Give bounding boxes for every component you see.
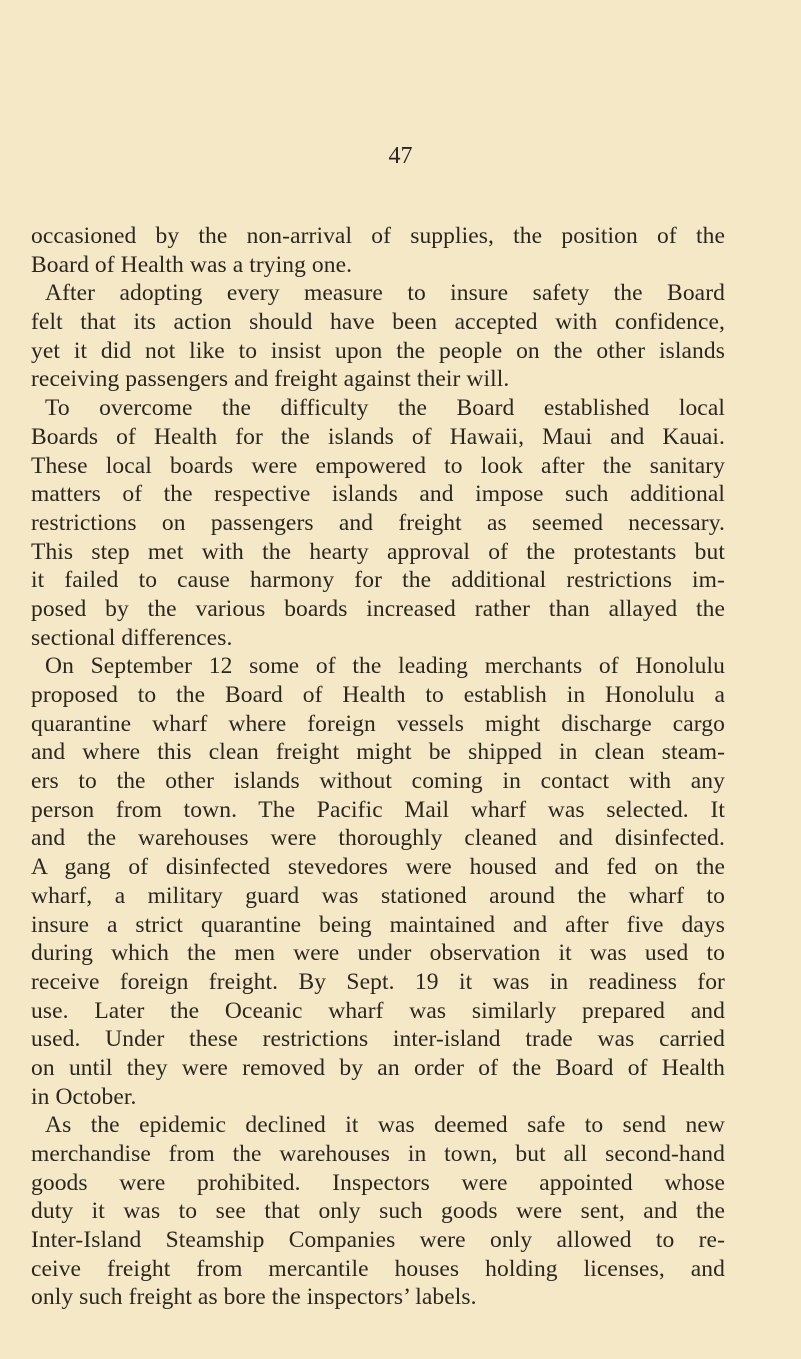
body-text: [31, 222, 725, 1312]
text-line: use. Later the Oceanic wharf was similarly prepared and: [31, 997, 725, 1024]
text-line: On September 12 some of the leading merchants of Honolulu: [45, 653, 725, 680]
text-line: sectional differences.: [31, 624, 233, 651]
text-line: and the warehouses were thoroughly cleaned and disinfected.: [31, 825, 725, 852]
text-line: A gang of disinfected stevedores were housed and fed on the: [31, 854, 725, 881]
text-line: goods were prohibited. Inspectors were appointed whose: [31, 1169, 725, 1196]
text-line: To overcome the difficulty the Board established local: [45, 395, 725, 422]
text-line: Inter-Island Steamship Companies were only allowed to re-: [31, 1227, 725, 1254]
text-line: Board of Health was a trying one.: [31, 251, 353, 278]
text-line: it failed to cause harmony for the additional restrictions im-: [31, 567, 725, 594]
text-line: restrictions on passengers and freight as seemed necessary.: [31, 509, 725, 536]
text-line: matters of the respective islands and impose such additional: [31, 481, 725, 508]
text-line: Boards of Health for the islands of Hawaii, Maui and Kauai.: [31, 423, 725, 450]
text-line: ers to the other islands without coming in contact with any: [31, 768, 725, 795]
text-line: receive foreign freight. By Sept. 19 it was in readiness for: [31, 968, 725, 995]
text-line: only such freight as bore the inspectors’ labels.: [31, 1284, 477, 1311]
text-line: ceive freight from mercantile houses holding licenses, and: [31, 1255, 725, 1282]
text-line: posed by the various boards increased rather than allayed the: [31, 595, 725, 622]
text-line: used. Under these restrictions inter-island trade was carried: [31, 1026, 725, 1053]
text-line: felt that its action should have been accepted with confidence,: [31, 309, 725, 336]
text-line: yet it did not like to insist upon the people on the other islands: [31, 337, 725, 364]
text-line: This step met with the hearty approval of the protestants but: [31, 538, 725, 565]
text-line: proposed to the Board of Health to establish in Honolulu a: [31, 682, 725, 708]
text-line: on until they were removed by an order of the Board of Health: [31, 1054, 725, 1081]
text-line: duty it was to see that only such goods were sent, and the: [31, 1198, 725, 1225]
text-line: and where this clean freight might be shipped in clean steam-: [31, 739, 725, 766]
text-line: receiving passengers and freight against their will.: [31, 366, 510, 393]
text-line: As the epidemic declined it was deemed safe to send new: [45, 1112, 725, 1139]
text-line: quarantine wharf where foreign vessels might discharge cargo: [31, 710, 725, 737]
text-line: wharf, a military guard was stationed around the wharf to: [31, 882, 725, 909]
text-line: merchandise from the warehouses in town, but all second-hand: [31, 1141, 725, 1167]
text-line: during which the men were under observation it was used to: [31, 940, 725, 967]
text-line: These local boards were empowered to look after the sanitary: [31, 452, 725, 479]
page-number: 47: [388, 143, 413, 169]
text-line: in October.: [31, 1083, 137, 1110]
text-line: insure a strict quarantine being maintained and after five days: [31, 911, 725, 938]
text-line: person from town. The Pacific Mail wharf was selected. It: [31, 796, 725, 823]
text-line: occasioned by the non-arrival of supplies, the position of the: [31, 223, 725, 249]
text-line: After adopting every measure to insure safety the Board: [45, 280, 725, 307]
